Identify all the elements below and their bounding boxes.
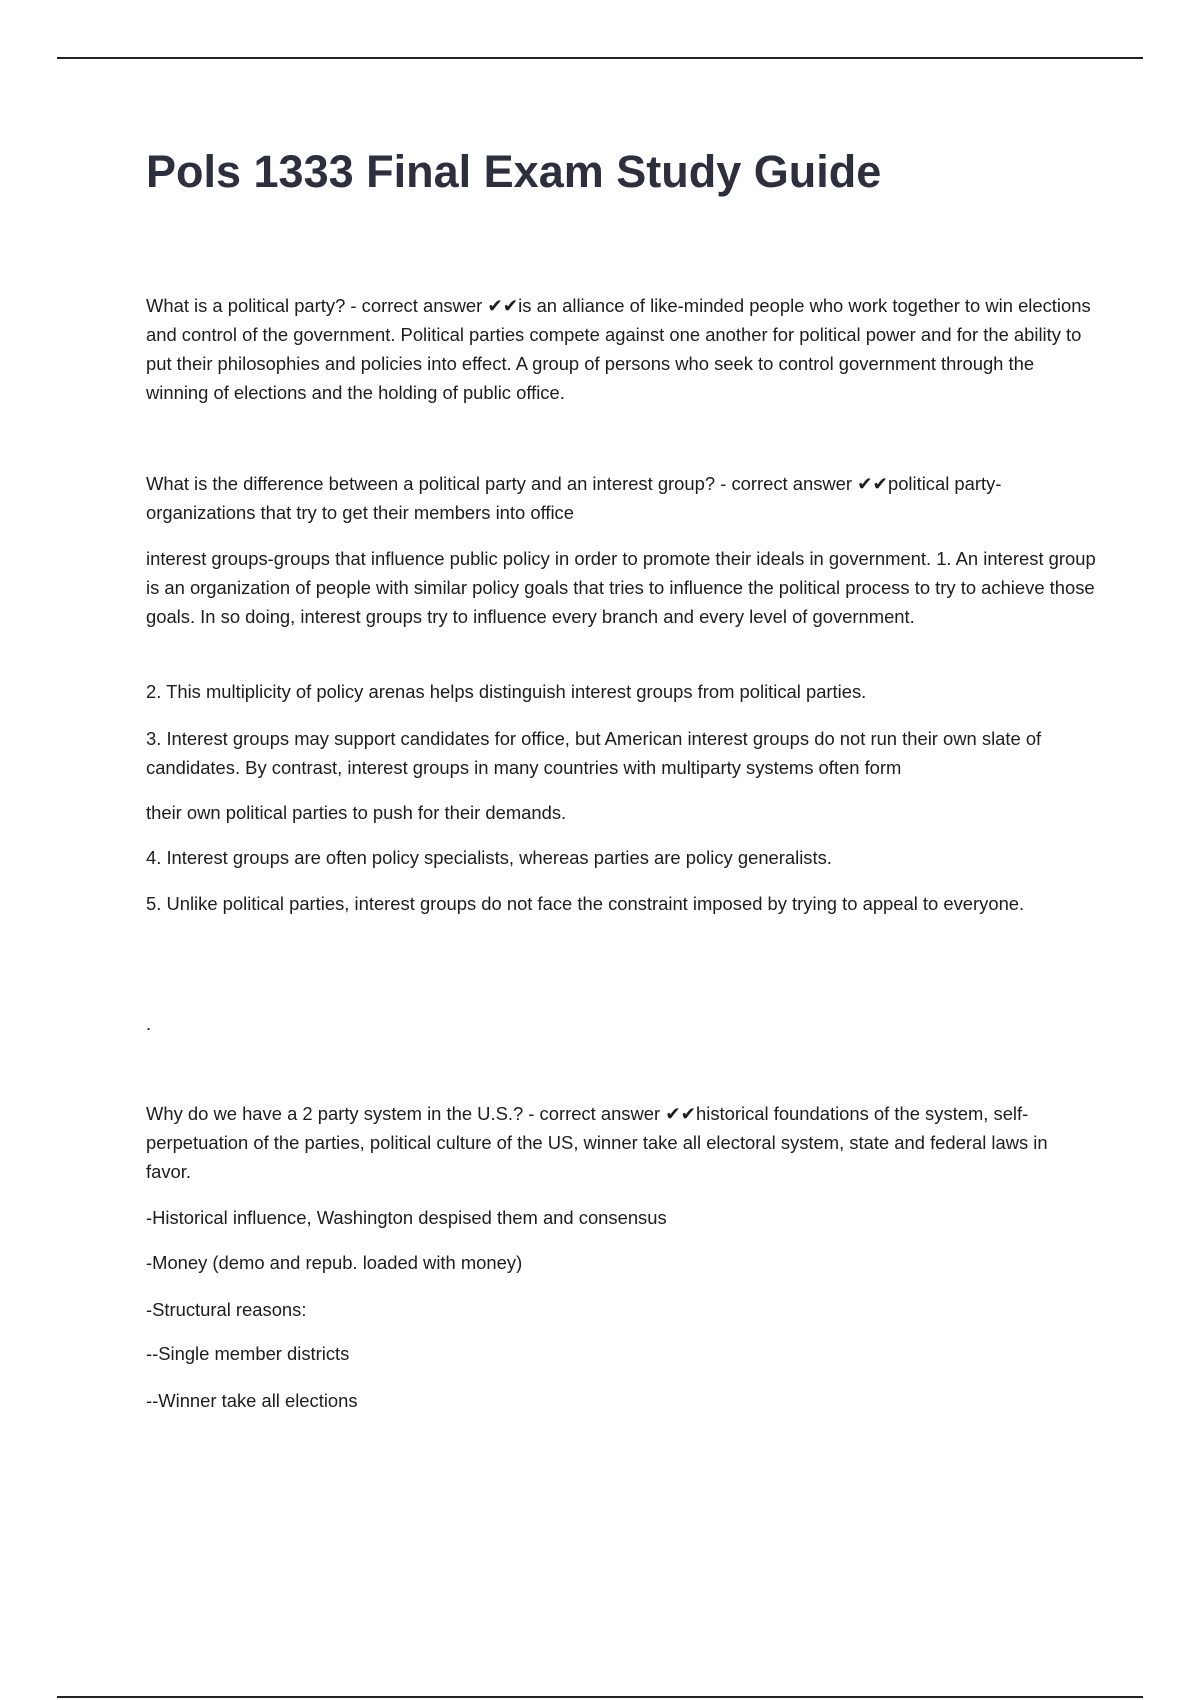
- answer-paragraph-point-2: 2. This multiplicity of policy arenas helps distinguish interest groups from political parties.: [146, 681, 867, 702]
- list-item-money: -Money (demo and repub. loaded with money): [146, 1252, 523, 1273]
- answer-paragraph-point-5: 5. Unlike political parties, interest groups do not face the constraint imposed by trying to appeal to everyone.: [146, 893, 1025, 914]
- answer-paragraph-point-4: 4. Interest groups are often policy specialists, whereas parties are policy generalists.: [146, 847, 832, 868]
- answer-paragraph-point-3: 3. Interest groups may support candidates for office, but American interest groups do not run their own slate of candidates. By contrast, interest groups in many countries with multiparty systems often form: [146, 728, 1042, 778]
- qa-two-party-system: Why do we have a 2 party system in the U.S.? - correct answer ✔✔historical foundations of the system, self-perpetuation of the parties, political culture of the US, winner take all electoral system, state and federal laws in favor.: [146, 1103, 1048, 1182]
- list-item-historical-influence: -Historical influence, Washington despised them and consensus: [146, 1207, 667, 1228]
- stray-period: .: [146, 1013, 152, 1034]
- qa-party-vs-interest-group: What is the difference between a political party and an interest group? - correct answer ✔✔political party-organizations that try to get their members into office: [146, 473, 1002, 523]
- page-title: Pols 1333 Final Exam Study Guide: [146, 146, 882, 197]
- header-divider: [57, 57, 1143, 59]
- answer-paragraph-point-3-cont: their own political parties to push for their demands.: [146, 802, 567, 823]
- list-item-single-member-districts: --Single member districts: [146, 1343, 350, 1364]
- list-item-winner-take-all: --Winner take all elections: [146, 1390, 358, 1411]
- list-item-structural-reasons: -Structural reasons:: [146, 1299, 307, 1320]
- footer-divider: [57, 1696, 1143, 1698]
- qa-political-party: What is a political party? - correct answer ✔✔is an alliance of like-minded people who work together to win elections and control of the government. Political parties compete against one another for political power and for the ability to put their philosophies and policies into effect. A group of persons who seek to control government through the winning of elections and the holding of public office.: [146, 295, 1091, 403]
- answer-paragraph-interest-groups: interest groups-groups that influence public policy in order to promote their ideals in government. 1. An interest group is an organization of people with similar policy goals that tries to influence the political process to try to achieve those goals. In so doing, interest groups try to influence every branch and every level of government.: [146, 548, 1096, 627]
